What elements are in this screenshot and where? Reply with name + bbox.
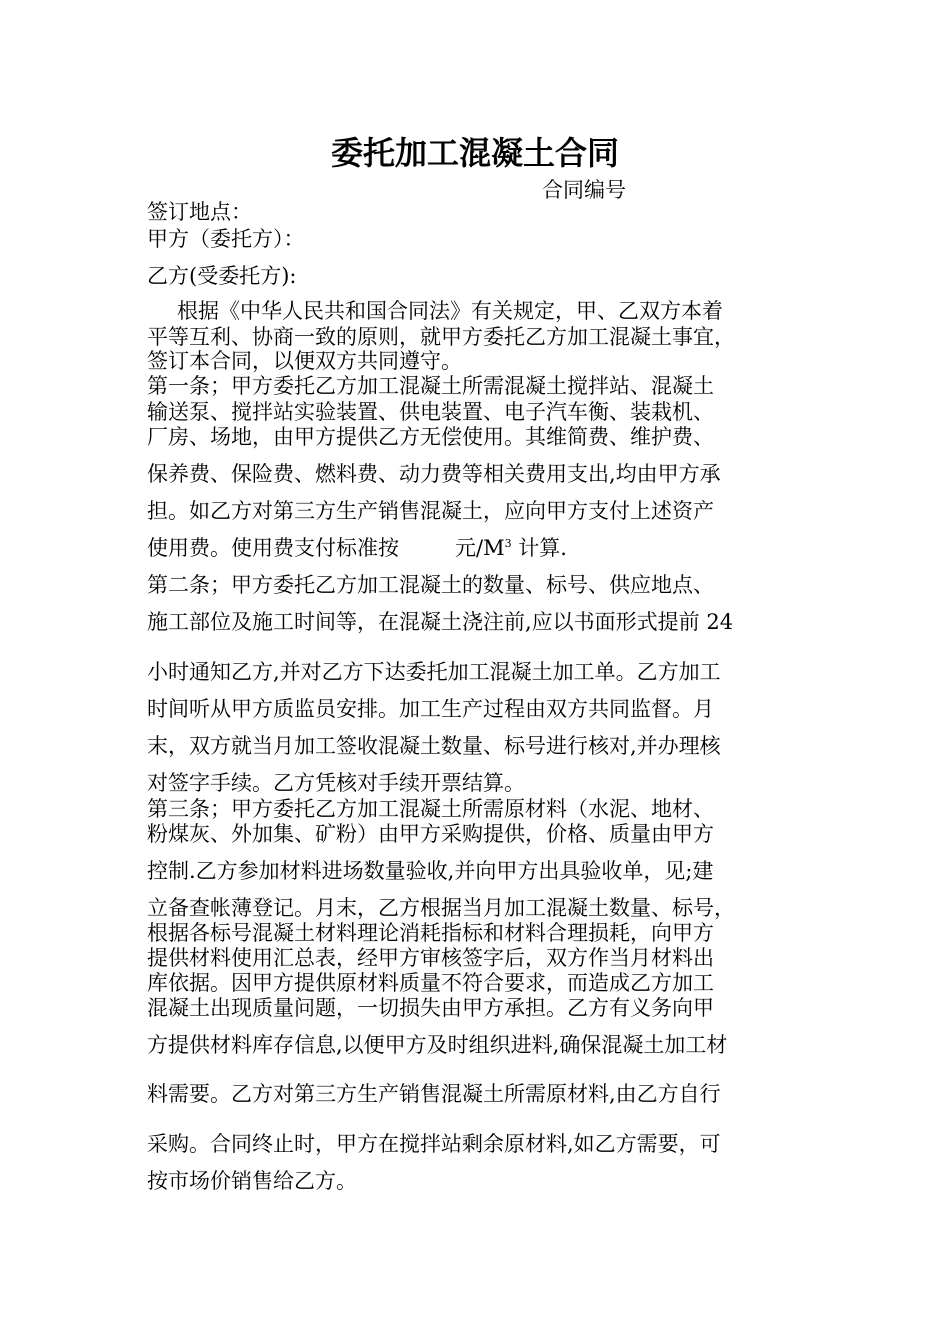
article-3-line: 料需要。乙方对第三方生产销售混凝土所需原材料,由乙方自行 [147, 1082, 721, 1106]
article-1-line: 输送泵、搅拌站实验装置、供电装置、电子汽车衡、装栽机、 [147, 400, 714, 424]
article-3-line: 提供材料使用汇总表，经甲方审核签字后，双方作当月材料出 [147, 946, 714, 970]
article-3-line: 根据各标号混凝土材料理论消耗指标和材料合理损耗，向甲方 [147, 921, 714, 945]
preamble-line: 平等互利、协商一致的原则，就甲方委托乙方加工混凝土事宜， [147, 325, 735, 349]
fee-unit: 元/M [455, 536, 505, 560]
article-1-line: 厂房、场地，由甲方提供乙方无偿使用。其维简费、维护费、 [147, 425, 714, 449]
article-2-line: 施工部位及施工时间等，在混凝土浇注前,应以书面形式提前 24 [147, 610, 734, 634]
article-3-line: 库依据。因甲方提供原材料质量不符合要求，而造成乙方加工 [147, 971, 714, 995]
article-2-line: 第二条；甲方委托乙方加工混凝土的数量、标号、供应地点、 [147, 573, 714, 597]
fee-unit-superscript: 3 [504, 537, 512, 550]
article-2-line: 时间听从甲方质监员安排。加工生产过程由双方共同监督。月 [147, 697, 714, 721]
article-2-line: 对签字手续。乙方凭核对手续开票结算。 [147, 771, 525, 795]
fee-standard-text: 使用费。使用费支付标准按 [147, 536, 399, 560]
article-1-line: 担。如乙方对第三方生产销售混凝土，应向甲方支付上述资产 [147, 499, 714, 523]
document-title: 委托加工混凝土合同 [330, 134, 619, 172]
article-3-line: 立备查帐薄登记。月末，乙方根据当月加工混凝土数量、标号， [147, 896, 735, 920]
article-3-line: 粉煤灰、外加集、矿粉）由甲方采购提供，价格、质量由甲方 [147, 822, 714, 846]
article-3-line: 混凝土出现质量问题，一切损失由甲方承担。乙方有义务向甲 [147, 996, 714, 1020]
article-3-line: 方提供材料库存信息,以便甲方及时组织进料,确保混凝土加工材 [147, 1033, 728, 1057]
article-3-line: 采购。合同终止时，甲方在搅拌站剩余原材料,如乙方需要，可 [147, 1132, 721, 1156]
article-3-line: 第三条；甲方委托乙方加工混凝土所需原材料（水泥、地材、 [147, 797, 714, 821]
article-3-line: 控制.乙方参加材料进场数量验收,并向甲方出具验收单，见;建 [147, 859, 714, 883]
party-a: 甲方（委托方）： [147, 227, 305, 251]
article-1-line: 保养费、保险费、燃料费、动力费等相关费用支出,均由甲方承 [147, 462, 721, 486]
article-1-fee-line [147, 535, 567, 561]
party-b: 乙方(受委托方): [147, 264, 297, 288]
contract-number-label: 合同编号 [542, 178, 626, 202]
article-1-line: 第一条；甲方委托乙方加工混凝土所需混凝土搅拌站、混凝土 [147, 374, 714, 398]
article-2-line: 小时通知乙方,并对乙方下达委托加工混凝土加工单。乙方加工 [147, 660, 721, 684]
preamble-line: 签订本合同，以便双方共同遵守。 [147, 349, 462, 373]
article-2-line: 末，双方就当月加工签收混凝土数量、标号进行核对,并办理核 [147, 734, 721, 758]
preamble-line: 根据《中华人民共和国合同法》有关规定，甲、乙双方本着 [177, 299, 723, 323]
signing-place: 签订地点： [147, 200, 252, 224]
fee-suffix: 计算. [511, 536, 567, 560]
article-3-line: 按市场价销售给乙方。 [147, 1169, 357, 1193]
